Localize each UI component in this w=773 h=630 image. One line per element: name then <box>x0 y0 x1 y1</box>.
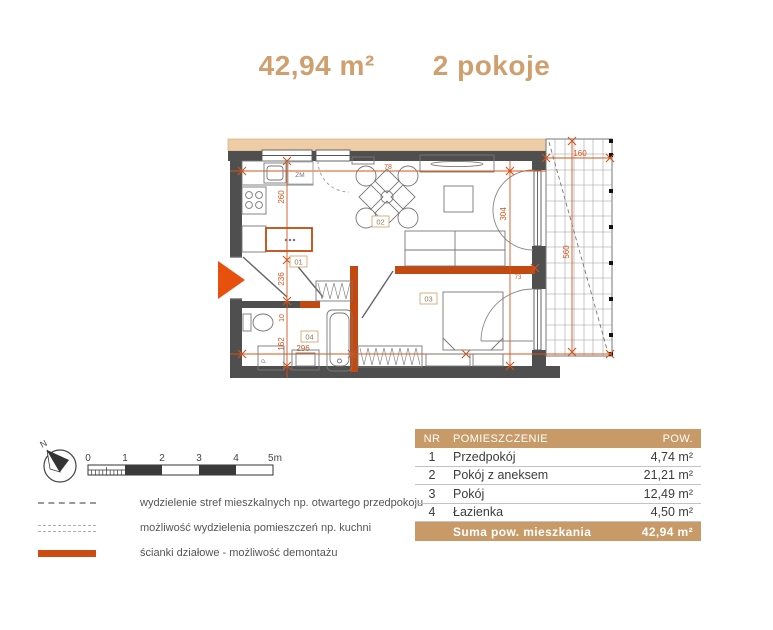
footer-total: 42,94 m² <box>641 524 693 539</box>
svg-text:5m: 5m <box>268 453 282 464</box>
dashed-line-icon <box>38 502 96 504</box>
balcony <box>546 139 613 356</box>
svg-text:0: 0 <box>85 453 91 464</box>
exterior-wall-band <box>228 139 560 151</box>
orange-partitions <box>300 266 535 372</box>
dim-living: 304 <box>499 207 508 221</box>
title-area: 42,94 m² <box>258 50 375 81</box>
row-nr: 4 <box>428 505 436 520</box>
dim-hall: 236 <box>277 272 286 286</box>
coffee-table <box>444 186 473 212</box>
balcony-door-arcs <box>481 170 533 341</box>
legend-label: ścianki działowe - możliwość demontażu <box>140 547 338 559</box>
svg-text:4: 4 <box>233 453 239 464</box>
room-tag-03: 03 <box>424 294 433 304</box>
room-tag-01: 01 <box>294 257 303 267</box>
dim-balcony-width: 160 <box>573 149 587 158</box>
room-tag-04: 04 <box>305 332 314 342</box>
row-room: Pokój z aneksem <box>453 468 549 483</box>
row-room: Przedpokój <box>453 449 516 464</box>
svg-text:1: 1 <box>122 453 128 464</box>
title-room-count: 2 pokoje <box>432 50 551 81</box>
row-area: 21,21 m² <box>643 468 693 483</box>
dim-table: 78 <box>384 164 392 171</box>
bed-bench-right <box>473 354 503 366</box>
svg-text:2: 2 <box>159 453 165 464</box>
toilet-bowl <box>253 314 273 331</box>
legend-label: wydzielenie stref mieszkalnych np. otwartego przedpokoju <box>140 497 424 509</box>
row-room: Pokój <box>453 486 485 501</box>
stove <box>242 187 266 214</box>
row-area: 4,50 m² <box>650 505 693 520</box>
legend <box>38 497 423 559</box>
room-areas-table <box>415 429 701 541</box>
table-row <box>415 448 701 467</box>
row-area: 4,74 m² <box>650 449 693 464</box>
dishwasher-label: ZM <box>295 172 305 179</box>
table-row <box>415 485 701 504</box>
washer-label: P <box>262 358 268 364</box>
row-nr: 3 <box>428 486 436 501</box>
double-dashed-line-icon <box>38 525 96 532</box>
svg-text:3: 3 <box>196 453 202 464</box>
compass-north-label: N <box>38 437 49 450</box>
header-area: POW. <box>662 432 693 445</box>
footer-label: Suma pow. mieszkania <box>453 524 592 539</box>
row-nr: 2 <box>428 468 436 483</box>
window-swing-arc <box>318 161 349 192</box>
dim-nightstand: 73 <box>514 275 522 281</box>
entrance-arrow-icon <box>218 261 245 299</box>
room-tag-02: 02 <box>376 217 385 227</box>
kitchen-cabinet <box>242 226 266 252</box>
hall-wardrobe <box>316 281 352 301</box>
legend-item-zones <box>38 497 423 509</box>
dim-kitchen: 260 <box>277 190 286 204</box>
dim-bath: 162 <box>277 337 286 351</box>
table-header <box>415 429 701 448</box>
row-room: Łazienka <box>453 505 504 520</box>
door-leaves <box>230 257 393 318</box>
dim-balcony-length: 560 <box>562 245 571 259</box>
table-footer <box>415 522 701 541</box>
legend-label: możliwość wydzielenia pomieszczeń np. kuchni <box>140 522 372 534</box>
dim-bath-width: 296 <box>296 344 310 353</box>
scale-bar <box>85 453 282 475</box>
living-room-furniture <box>405 155 505 266</box>
dim-gap: 10 <box>279 314 286 322</box>
header-room: POMIESZCZENIE <box>453 432 549 445</box>
solid-orange-line-icon <box>38 550 96 557</box>
legend-item-separation <box>38 522 423 534</box>
toilet-tank <box>243 314 251 331</box>
row-area: 12,49 m² <box>643 486 693 501</box>
row-nr: 1 <box>428 449 436 464</box>
bathroom-fixtures <box>243 310 352 371</box>
table-row <box>415 467 701 486</box>
table-row <box>415 504 701 523</box>
compass-icon <box>38 438 76 482</box>
legend-item-partitions <box>38 547 423 559</box>
bed-bench-left <box>426 354 470 366</box>
header-nr: NR <box>423 432 441 445</box>
